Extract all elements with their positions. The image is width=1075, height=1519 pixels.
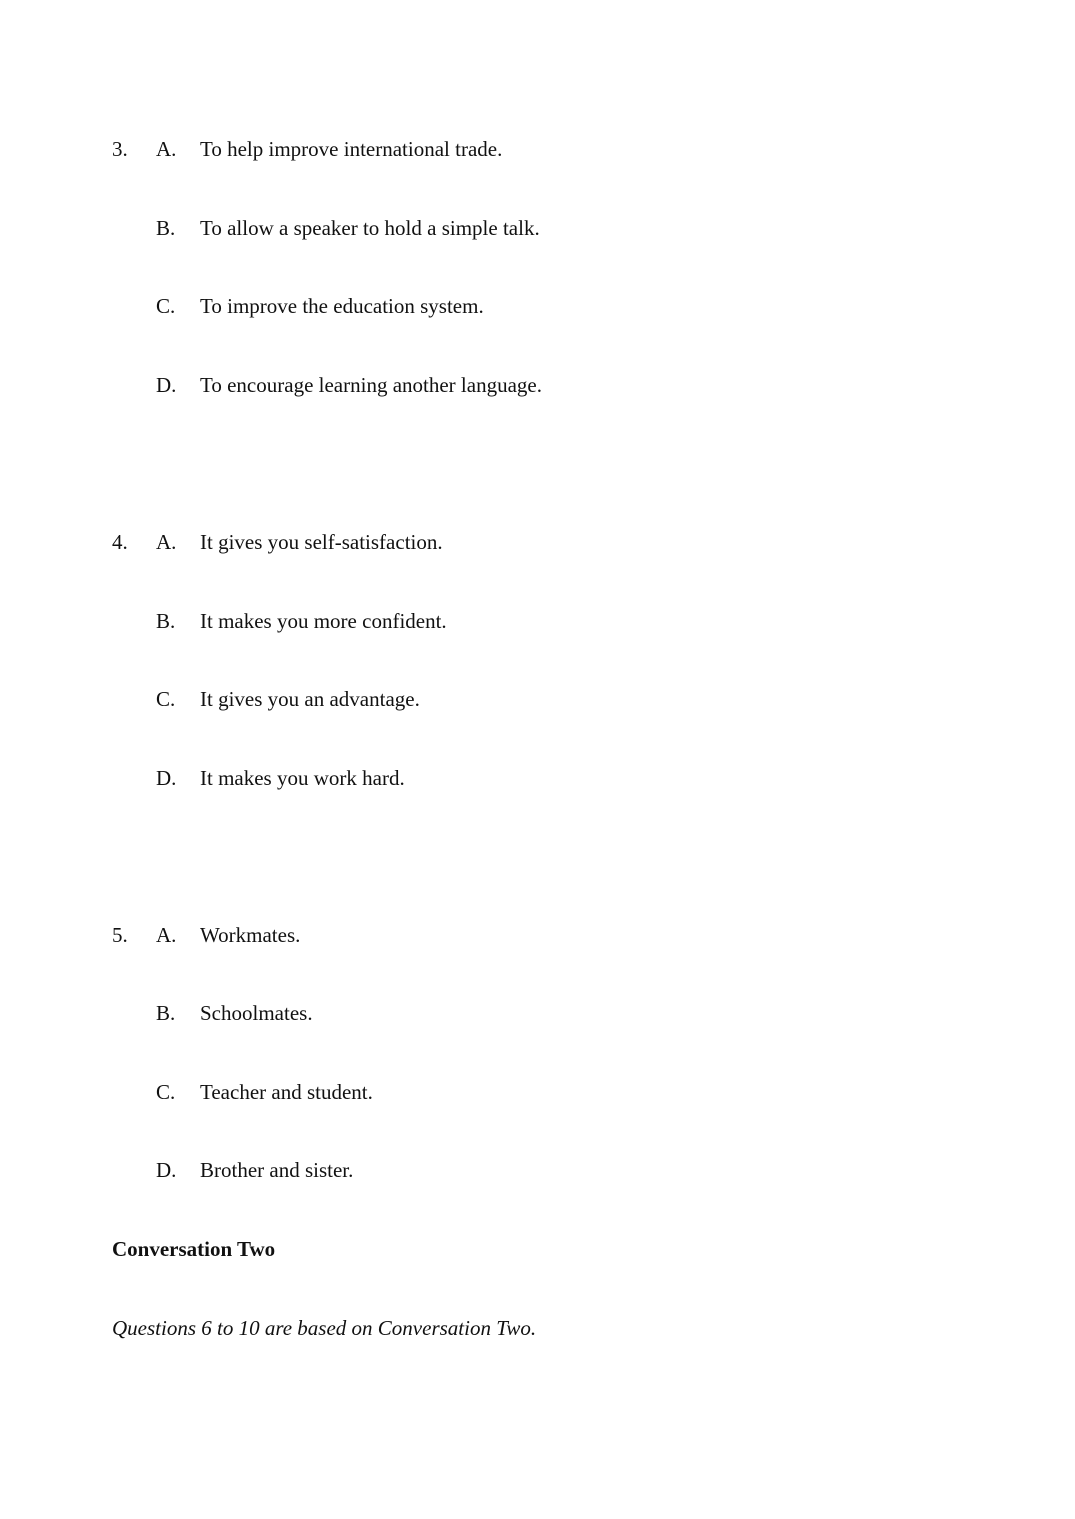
option-letter: D.	[156, 1158, 177, 1182]
option-text: Teacher and student.	[200, 1080, 373, 1104]
option-letter: C.	[156, 1080, 176, 1104]
option-letter: B.	[156, 609, 176, 633]
question-number: 5.	[112, 923, 128, 947]
option-text: Schoolmates.	[200, 1001, 313, 1025]
option-letter: A.	[156, 923, 177, 947]
option-text: Workmates.	[200, 923, 301, 947]
option-text: It gives you an advantage.	[200, 687, 420, 711]
option-text: To improve the education system.	[200, 294, 484, 318]
option-letter: C.	[156, 687, 176, 711]
option-letter: A.	[156, 530, 177, 554]
option-text: It gives you self-satisfaction.	[200, 530, 443, 554]
option-letter: D.	[156, 373, 177, 397]
section-instruction: Questions 6 to 10 are based on Conversation Two.	[112, 1316, 537, 1340]
question-number: 4.	[112, 530, 128, 554]
question-number: 3.	[112, 137, 128, 161]
option-text: It makes you work hard.	[200, 766, 405, 790]
section-heading: Conversation Two	[112, 1237, 276, 1261]
option-letter: B.	[156, 216, 176, 240]
option-text: To allow a speaker to hold a simple talk.	[200, 216, 540, 240]
option-text: To encourage learning another language.	[200, 373, 542, 397]
option-letter: A.	[156, 137, 177, 161]
option-letter: D.	[156, 766, 177, 790]
option-letter: B.	[156, 1001, 176, 1025]
option-text: Brother and sister.	[200, 1158, 354, 1182]
option-text: It makes you more confident.	[200, 609, 447, 633]
option-text: To help improve international trade.	[200, 137, 503, 161]
option-letter: C.	[156, 294, 176, 318]
